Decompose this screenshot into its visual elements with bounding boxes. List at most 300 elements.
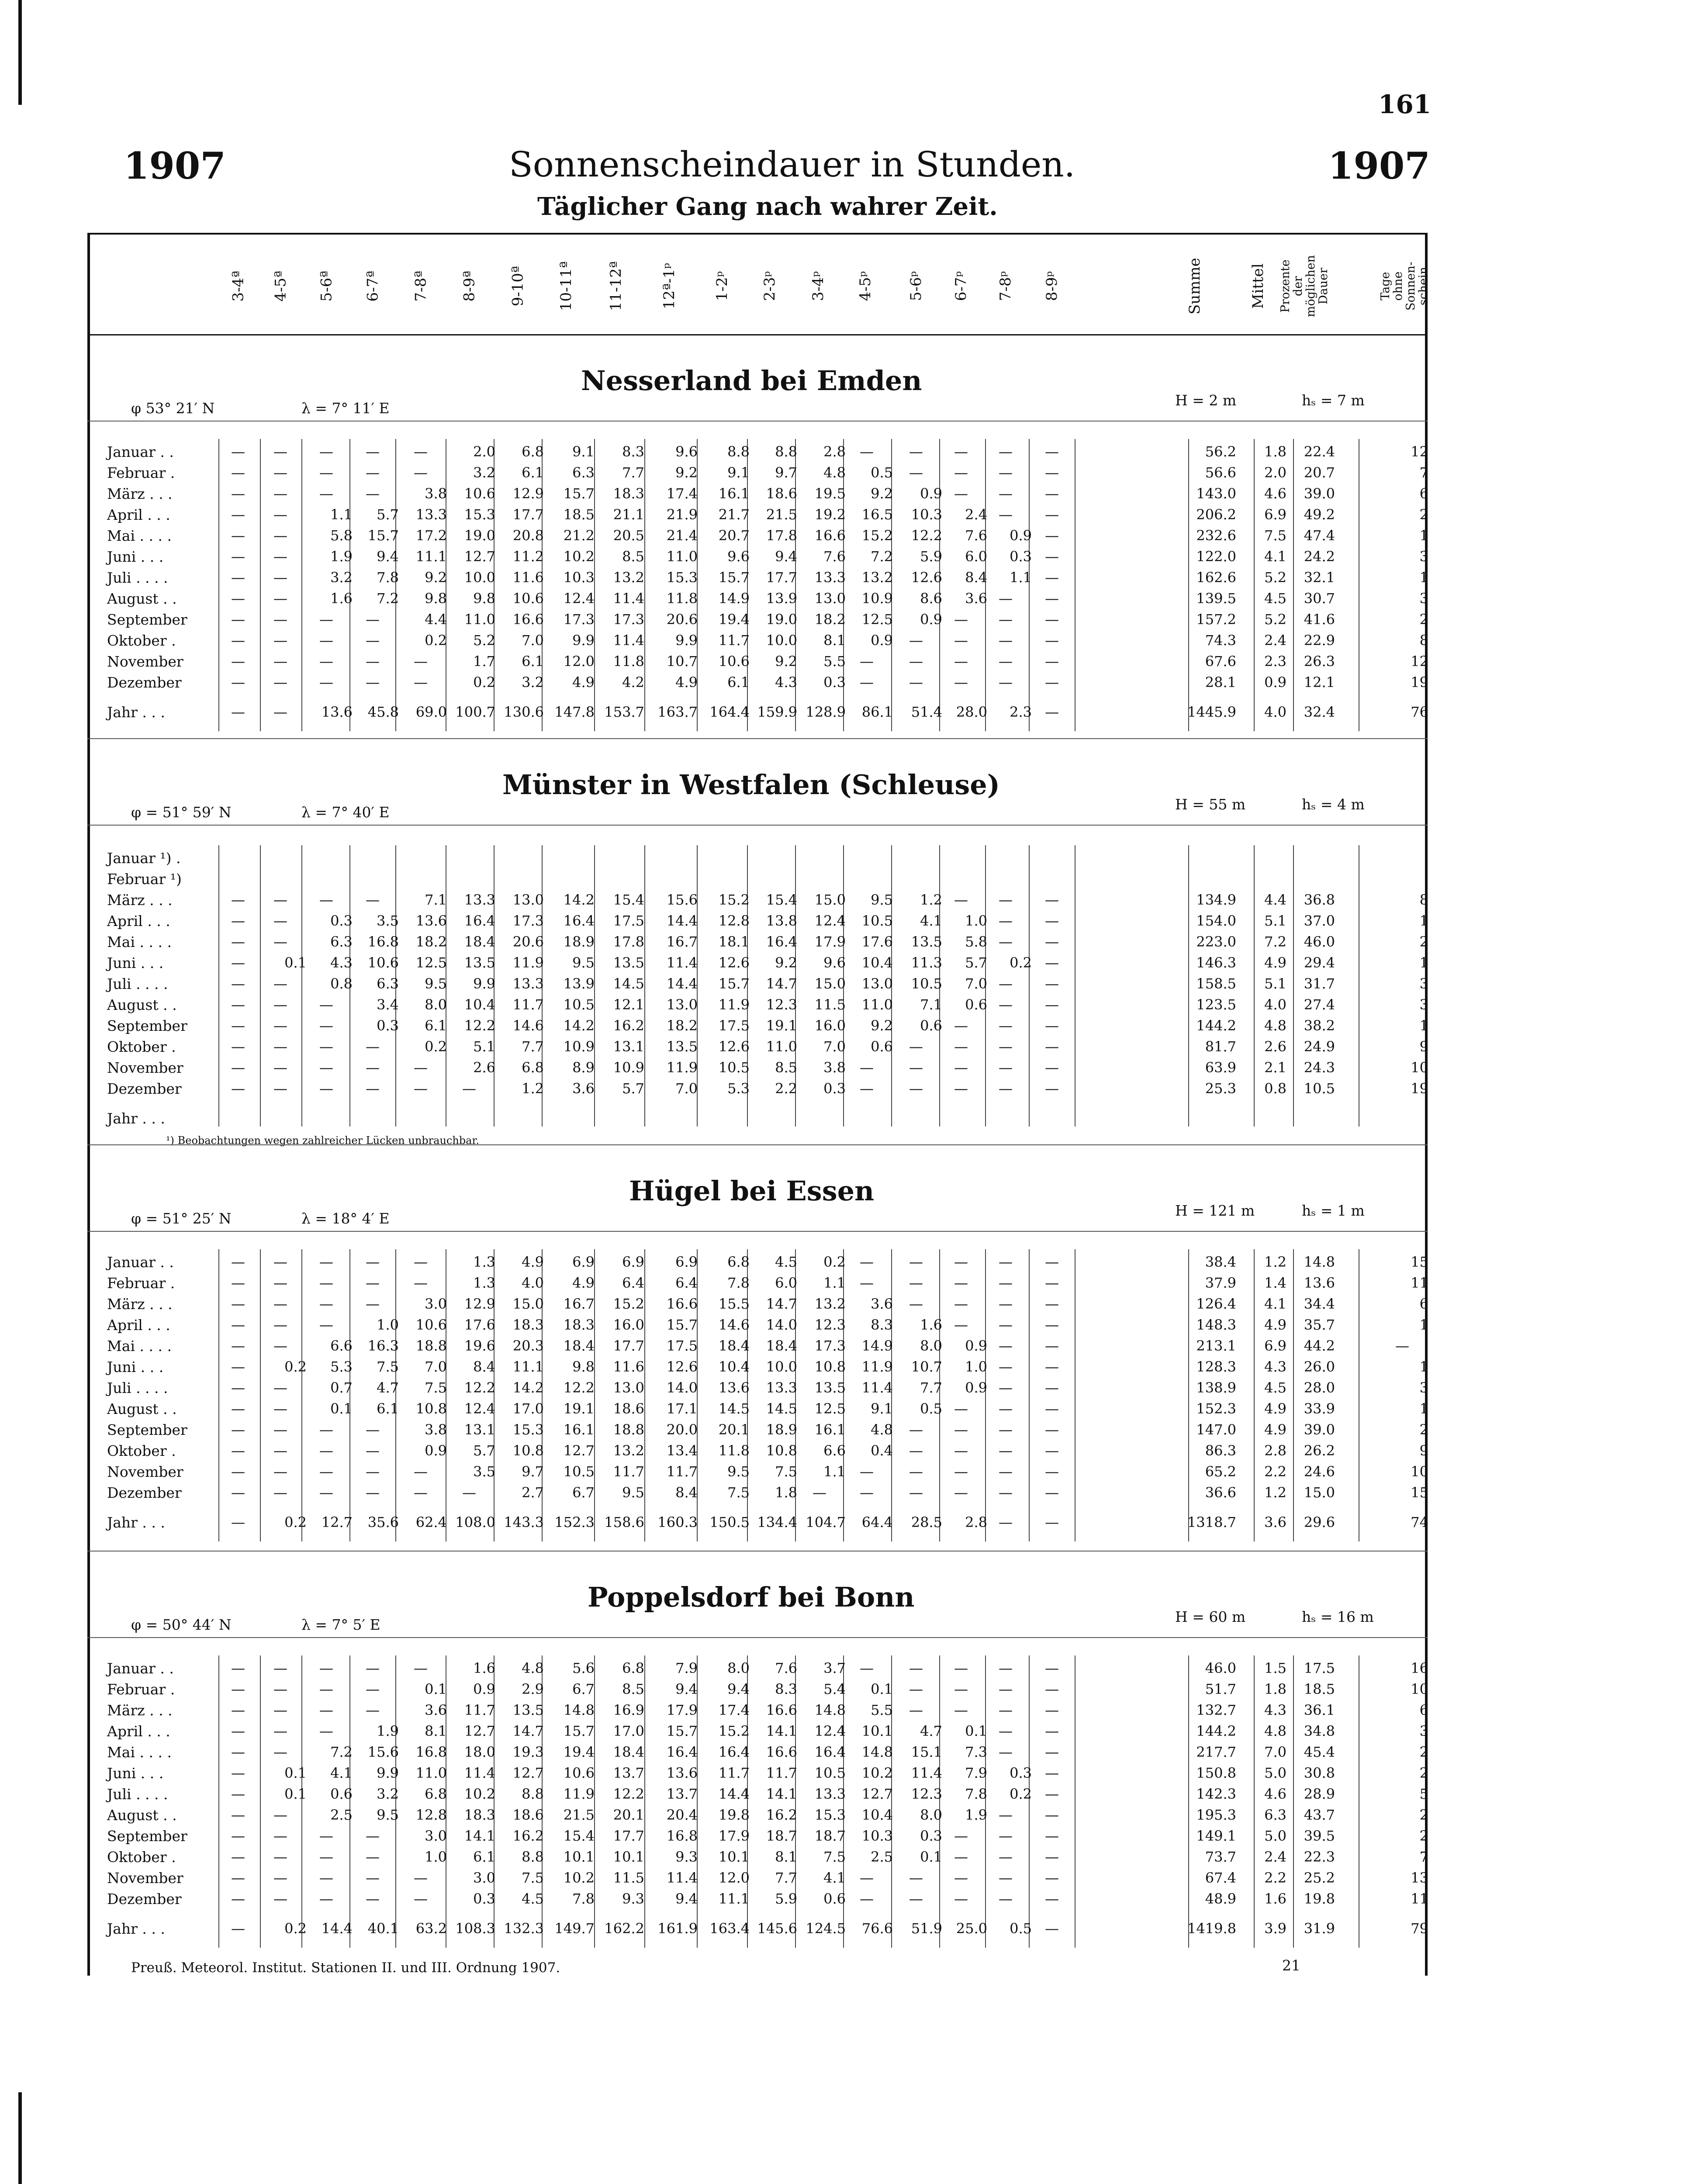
latitude: φ 53° 21′ N <box>131 400 215 417</box>
table-cell: 2.4 <box>1264 632 1286 649</box>
table-cell: — <box>273 569 287 586</box>
table-cell: — <box>954 1442 968 1459</box>
table-cell: — <box>1045 996 1059 1013</box>
table-cell: 0.8 <box>1264 1080 1286 1097</box>
table-cell: — <box>909 464 923 481</box>
table-cell: 11.9 <box>563 1786 595 1802</box>
section-divider <box>87 1551 1428 1552</box>
table-cell: 11.6 <box>613 1358 644 1375</box>
table-cell: 8.1 <box>823 632 846 649</box>
table-cell: 6.6 <box>823 1442 846 1459</box>
table-cell: 17.3 <box>512 912 544 929</box>
table-cell: 15.2 <box>861 527 893 544</box>
table-cell: 7.8 <box>377 569 399 586</box>
table-cell: 18.4 <box>464 933 495 950</box>
table-cell: 15.7 <box>563 485 595 502</box>
table-cell: 6.9 <box>1264 506 1286 523</box>
table-cell: — <box>1045 632 1059 649</box>
table-cell: 217.7 <box>1196 1744 1236 1760</box>
table-cell: — <box>909 674 923 691</box>
row-label: November <box>107 653 183 670</box>
table-cell: 0.1 <box>284 954 307 971</box>
table-cell: 16.4 <box>563 912 595 929</box>
row-label: Mai . . . . <box>107 527 172 544</box>
table-cell: 6.1 <box>727 674 750 691</box>
row-label: Oktober . <box>107 632 176 649</box>
table-cell: 3.0 <box>473 1870 495 1886</box>
table-cell: 13.5 <box>814 1379 846 1396</box>
table-cell: 10.8 <box>415 1400 447 1417</box>
table-cell: 7 <box>1419 464 1428 481</box>
table-cell: 10.1 <box>563 1849 595 1865</box>
table-cell: — <box>273 996 287 1013</box>
table-cell: 162.2 <box>604 1920 644 1937</box>
table-cell: — <box>366 1463 380 1480</box>
row-label: Januar . . <box>107 1254 174 1271</box>
table-cell: 14.1 <box>464 1828 495 1844</box>
table-cell: — <box>231 569 245 586</box>
table-cell: 10.3 <box>911 506 942 523</box>
table-cell: 1.0 <box>965 912 987 929</box>
table-cell: — <box>273 1870 287 1886</box>
table-cell: — <box>231 1920 245 1937</box>
table-cell: — <box>319 443 333 460</box>
table-cell: 11 <box>1411 1890 1428 1907</box>
table-cell: 11.4 <box>861 1379 893 1396</box>
table-cell: 8.4 <box>473 1358 495 1375</box>
table-cell: 5 <box>1419 1786 1428 1802</box>
table-cell: 5.1 <box>1264 975 1286 992</box>
table-cell: — <box>999 653 1013 670</box>
table-cell: 21.4 <box>666 527 698 544</box>
table-cell: 18.2 <box>666 1017 698 1034</box>
table-cell: 18.2 <box>415 933 447 950</box>
table-cell: — <box>1045 912 1059 929</box>
column-header-label: 7-8ª <box>412 270 429 302</box>
table-cell: 14.1 <box>766 1723 797 1739</box>
table-cell: 0.1 <box>330 1400 353 1417</box>
table-cell: — <box>366 1870 380 1886</box>
table-cell: — <box>319 464 333 481</box>
table-cell: 2.4 <box>965 506 987 523</box>
table-cell: 3.2 <box>473 464 495 481</box>
table-cell: 6.1 <box>522 464 544 481</box>
section-header-rule <box>87 825 1428 826</box>
table-cell: 34.4 <box>1304 1296 1335 1312</box>
table-cell: 142.3 <box>1196 1786 1236 1802</box>
table-cell: 6.3 <box>1264 1807 1286 1823</box>
table-cell: 17.0 <box>613 1723 644 1739</box>
table-cell: 0.5 <box>871 464 893 481</box>
table-cell: 19.6 <box>464 1337 495 1354</box>
table-cell: 5.7 <box>377 506 399 523</box>
table-cell: 7.0 <box>1264 1744 1286 1760</box>
table-cell: 10.6 <box>464 485 495 502</box>
table-cell: — <box>999 1358 1013 1375</box>
table-cell: — <box>1045 975 1059 992</box>
table-cell: 6.3 <box>330 933 353 950</box>
table-cell: 9.6 <box>675 443 698 460</box>
table-cell: — <box>1045 1379 1059 1396</box>
table-cell: — <box>319 674 333 691</box>
row-label: Jahr . . . <box>107 1920 165 1937</box>
table-cell: — <box>954 1254 968 1270</box>
table-cell: 104.7 <box>806 1514 846 1531</box>
table-cell: 13.6 <box>415 912 447 929</box>
table-cell: 8.6 <box>920 590 942 607</box>
table-cell: 4.0 <box>522 1275 544 1291</box>
table-cell: 2.1 <box>1264 1059 1286 1076</box>
table-cell: — <box>999 506 1013 523</box>
table-cell: — <box>319 1017 333 1034</box>
table-cell: 8.1 <box>425 1723 447 1739</box>
table-cell: 0.1 <box>425 1681 447 1697</box>
table-cell: 157.2 <box>1196 611 1236 628</box>
table-cell: — <box>860 1254 874 1270</box>
table-cell: 0.2 <box>425 632 447 649</box>
table-cell: 17.7 <box>613 1828 644 1844</box>
table-cell: 2.0 <box>1264 464 1286 481</box>
column-header-label: 5-6ª <box>318 270 335 302</box>
margin-mark-bottom <box>18 2092 22 2184</box>
table-cell: 15.1 <box>911 1744 942 1760</box>
table-cell: 12.7 <box>563 1442 595 1459</box>
table-cell: 7.5 <box>377 1358 399 1375</box>
table-cell: — <box>954 1275 968 1291</box>
table-cell: — <box>273 506 287 523</box>
table-cell: 10.4 <box>464 996 495 1013</box>
table-cell: 19.8 <box>1304 1890 1335 1907</box>
table-cell: 108.3 <box>455 1920 495 1937</box>
table-cell: 0.2 <box>284 1920 307 1937</box>
table-cell: — <box>1045 1442 1059 1459</box>
table-cell: 43.7 <box>1304 1807 1335 1823</box>
table-cell: 13.3 <box>512 975 544 992</box>
table-cell: — <box>319 1681 333 1697</box>
table-cell: 19.5 <box>814 485 846 502</box>
table-cell: 2.0 <box>473 443 495 460</box>
table-cell: — <box>231 933 245 950</box>
table-cell: 14.8 <box>861 1744 893 1760</box>
table-cell: 15.4 <box>613 892 644 908</box>
column-header-label: 6-7ᵖ <box>952 271 970 301</box>
table-cell: 9.2 <box>871 485 893 502</box>
table-cell: 13.5 <box>512 1702 544 1718</box>
table-cell: 12.7 <box>861 1786 893 1802</box>
table-cell: 10.1 <box>718 1849 750 1865</box>
table-cell: — <box>319 1059 333 1076</box>
table-cell: 9.4 <box>377 548 399 565</box>
table-cell: 15.5 <box>718 1296 750 1312</box>
table-cell: 16.8 <box>666 1828 698 1844</box>
table-cell: 2 <box>1419 1421 1428 1438</box>
table-cell: 2.2 <box>775 1080 797 1097</box>
column-header <box>498 242 537 330</box>
table-cell: 6.9 <box>675 1254 698 1270</box>
table-cell: 3.6 <box>425 1702 447 1718</box>
table-cell: 0.1 <box>920 1849 942 1865</box>
table-cell: 20.8 <box>512 527 544 544</box>
table-cell: 13.9 <box>766 590 797 607</box>
table-cell: — <box>319 1463 333 1480</box>
table-cell: — <box>999 1849 1013 1865</box>
table-cell: 8.3 <box>871 1317 893 1333</box>
table-cell: 46.0 <box>1304 933 1335 950</box>
column-header <box>941 242 981 330</box>
table-cell: 10.8 <box>512 1442 544 1459</box>
table-cell: 12.7 <box>321 1514 353 1531</box>
table-cell: 16.4 <box>766 933 797 950</box>
table-cell: — <box>366 1660 380 1676</box>
table-cell: 12.8 <box>415 1807 447 1823</box>
table-cell: 63.2 <box>415 1920 447 1937</box>
table-cell: — <box>1045 464 1059 481</box>
table-cell: 31.9 <box>1304 1920 1335 1937</box>
table-cell: 12.4 <box>814 1723 846 1739</box>
table-cell: — <box>1045 954 1059 971</box>
column-header-label: Summe <box>1186 258 1204 314</box>
table-cell: — <box>1045 1337 1059 1354</box>
table-cell: 0.1 <box>284 1786 307 1802</box>
table-cell: — <box>273 1275 287 1291</box>
table-cell: 26.2 <box>1304 1442 1335 1459</box>
table-cell: — <box>273 1484 287 1501</box>
table-cell: 16.0 <box>814 1017 846 1034</box>
sunshine-recorder-height: hₛ = 1 m <box>1302 1202 1365 1219</box>
table-cell: — <box>999 632 1013 649</box>
table-cell: 30.8 <box>1304 1765 1335 1781</box>
table-cell: 37.0 <box>1304 912 1335 929</box>
table-cell: 14.2 <box>563 1017 595 1034</box>
table-cell: — <box>1045 1514 1059 1531</box>
table-cell: 8.4 <box>965 569 987 586</box>
table-cell: — <box>366 1828 380 1844</box>
table-cell: 15.0 <box>814 892 846 908</box>
table-cell: — <box>366 1484 380 1501</box>
table-cell: — <box>1045 443 1059 460</box>
table-cell: 12.6 <box>911 569 942 586</box>
table-cell: — <box>813 1484 827 1501</box>
table-cell: 1 <box>1419 1017 1428 1034</box>
latitude: φ = 51° 59′ N <box>131 804 232 821</box>
table-cell: 31.7 <box>1304 975 1335 992</box>
table-cell: 62.4 <box>415 1514 447 1531</box>
table-cell: 9.2 <box>871 1017 893 1034</box>
table-cell: 11.0 <box>666 548 698 565</box>
table-cell: 3.2 <box>522 674 544 691</box>
table-cell: 3.6 <box>1264 1514 1286 1531</box>
table-cell: 16.8 <box>367 933 399 950</box>
table-cell: — <box>273 464 287 481</box>
table-cell: 12.7 <box>464 548 495 565</box>
table-cell: 8.4 <box>675 1484 698 1501</box>
table-cell: — <box>1045 1744 1059 1760</box>
table-cell: 5.0 <box>1264 1828 1286 1844</box>
table-cell: — <box>231 1890 245 1907</box>
table-cell: 11.9 <box>718 996 750 1013</box>
table-cell: 10.6 <box>415 1317 447 1333</box>
table-cell: — <box>909 1080 923 1097</box>
table-cell: 148.3 <box>1196 1317 1236 1333</box>
table-cell: — <box>273 443 287 460</box>
table-cell: 56.6 <box>1205 464 1236 481</box>
table-cell: 13.0 <box>613 1379 644 1396</box>
table-cell: — <box>273 704 287 720</box>
table-cell: 48.9 <box>1205 1890 1236 1907</box>
table-cell: 4.1 <box>330 1765 353 1781</box>
row-label: Februar ¹) <box>107 871 182 888</box>
table-cell: 0.9 <box>871 632 893 649</box>
table-cell: 1 <box>1419 527 1428 544</box>
table-cell: — <box>273 975 287 992</box>
table-cell: — <box>954 1890 968 1907</box>
table-cell: 123.5 <box>1196 996 1236 1013</box>
column-header <box>218 242 258 330</box>
table-cell: 0.9 <box>965 1379 987 1396</box>
table-cell: 15.7 <box>367 527 399 544</box>
station-title: Hügel bei Essen <box>629 1175 875 1207</box>
table-cell: 10.5 <box>1304 1080 1335 1097</box>
column-header-label: 6-7ª <box>364 270 381 302</box>
table-cell: — <box>366 1681 380 1697</box>
table-cell: 7.8 <box>727 1275 750 1291</box>
table-cell: 1419.8 <box>1187 1920 1236 1937</box>
table-cell: — <box>909 653 923 670</box>
sunshine-recorder-height: hₛ = 4 m <box>1302 796 1365 813</box>
table-cell: — <box>231 704 245 720</box>
table-cell: — <box>954 653 968 670</box>
margin-mark-top <box>18 0 22 105</box>
table-cell: 17.9 <box>666 1702 698 1718</box>
table-cell: — <box>860 1870 874 1886</box>
table-cell: 51.7 <box>1205 1681 1236 1697</box>
table-cell: 40.1 <box>367 1920 399 1937</box>
table-cell: 9.4 <box>675 1681 698 1697</box>
table-cell: 10.3 <box>563 569 595 586</box>
table-cell: 12.2 <box>563 1379 595 1396</box>
table-cell: 11.2 <box>512 548 544 565</box>
table-cell: 10.5 <box>814 1765 846 1781</box>
table-cell: 11.4 <box>464 1765 495 1781</box>
table-cell: 132.3 <box>504 1920 544 1937</box>
table-cell: — <box>1045 1920 1059 1937</box>
row-label: März . . . <box>107 485 173 502</box>
table-cell: — <box>231 1337 245 1354</box>
table-cell: 1 <box>1419 912 1428 929</box>
table-cell: 36.1 <box>1304 1702 1335 1718</box>
table-cell: 7.7 <box>622 464 644 481</box>
table-cell: 13.1 <box>613 1038 644 1055</box>
table-cell: 74.3 <box>1205 632 1236 649</box>
table-cell: — <box>273 1849 287 1865</box>
table-cell: — <box>319 1849 333 1865</box>
table-cell: 3 <box>1419 996 1428 1013</box>
table-cell: 4.8 <box>522 1660 544 1676</box>
table-cell: — <box>999 1870 1013 1886</box>
table-cell: 79 <box>1411 1920 1428 1937</box>
sunshine-recorder-height: hₛ = 16 m <box>1302 1608 1374 1625</box>
table-cell: 16.8 <box>415 1744 447 1760</box>
table-cell: 4.3 <box>1264 1358 1286 1375</box>
table-cell: 1.2 <box>522 1080 544 1097</box>
table-cell: — <box>999 443 1013 460</box>
table-cell: 1.2 <box>1264 1254 1286 1270</box>
table-cell: 0.3 <box>330 912 353 929</box>
table-cell: — <box>231 1870 245 1886</box>
table-cell: 15 <box>1411 1254 1428 1270</box>
table-cell: 7.0 <box>425 1358 447 1375</box>
table-cell: 64.4 <box>861 1514 893 1531</box>
table-cell: 15.6 <box>367 1744 399 1760</box>
table-cell: — <box>231 1849 245 1865</box>
table-cell: — <box>366 443 380 460</box>
table-cell: — <box>231 1765 245 1781</box>
table-cell: 2.8 <box>823 443 846 460</box>
table-cell: — <box>366 892 380 908</box>
table-cell: — <box>273 1080 287 1097</box>
table-cell: 5.7 <box>622 1080 644 1097</box>
table-cell: 17.4 <box>666 485 698 502</box>
table-cell: 16.1 <box>563 1421 595 1438</box>
table-cell: 16.9 <box>613 1702 644 1718</box>
table-cell: 17.5 <box>1304 1660 1335 1676</box>
table-cell: 15.0 <box>1304 1484 1335 1501</box>
table-cell: 14.5 <box>766 1400 797 1417</box>
column-header-label: 1-2ᵖ <box>713 271 731 301</box>
table-cell: 13.6 <box>666 1765 698 1781</box>
table-cell: 0.9 <box>1010 527 1032 544</box>
table-cell: 19.1 <box>563 1400 595 1417</box>
table-cell: 16.5 <box>861 506 893 523</box>
table-cell: 24.6 <box>1304 1463 1335 1480</box>
column-header-label: 8-9ᵖ <box>1043 271 1061 301</box>
row-label: Jahr . . . <box>107 704 165 721</box>
table-cell: 8.8 <box>775 443 797 460</box>
table-cell: 149.1 <box>1196 1828 1236 1844</box>
station-title: Poppelsdorf bei Bonn <box>588 1581 915 1613</box>
table-cell: 15.7 <box>718 975 750 992</box>
table-cell: 18.9 <box>563 933 595 950</box>
table-cell: — <box>366 1080 380 1097</box>
row-label: März . . . <box>107 892 173 909</box>
table-cell: — <box>1045 1681 1059 1697</box>
table-cell: 1 <box>1419 1358 1428 1375</box>
table-cell: 18.7 <box>766 1828 797 1844</box>
table-cell: 1.2 <box>920 892 942 908</box>
column-header-label: 4-5ª <box>272 270 289 302</box>
table-cell: 2.4 <box>1264 1849 1286 1865</box>
table-cell: 13.2 <box>613 569 644 586</box>
table-cell: 1 <box>1419 1400 1428 1417</box>
table-cell: — <box>860 1059 874 1076</box>
table-cell: 2.6 <box>1264 1038 1286 1055</box>
table-cell: — <box>231 590 245 607</box>
table-cell: — <box>1045 653 1059 670</box>
table-cell: 21.7 <box>718 506 750 523</box>
table-cell: — <box>999 912 1013 929</box>
table-cell: — <box>319 892 333 908</box>
table-cell: 1.8 <box>1264 443 1286 460</box>
table-cell: 8.1 <box>775 1849 797 1865</box>
table-cell: 12 <box>1411 653 1428 670</box>
table-cell: 20.6 <box>512 933 544 950</box>
table-cell: 1 <box>1419 954 1428 971</box>
table-cell: — <box>231 996 245 1013</box>
table-cell: — <box>231 1514 245 1531</box>
table-cell: 139.5 <box>1196 590 1236 607</box>
column-header <box>401 242 440 330</box>
table-cell: 7.8 <box>572 1890 595 1907</box>
